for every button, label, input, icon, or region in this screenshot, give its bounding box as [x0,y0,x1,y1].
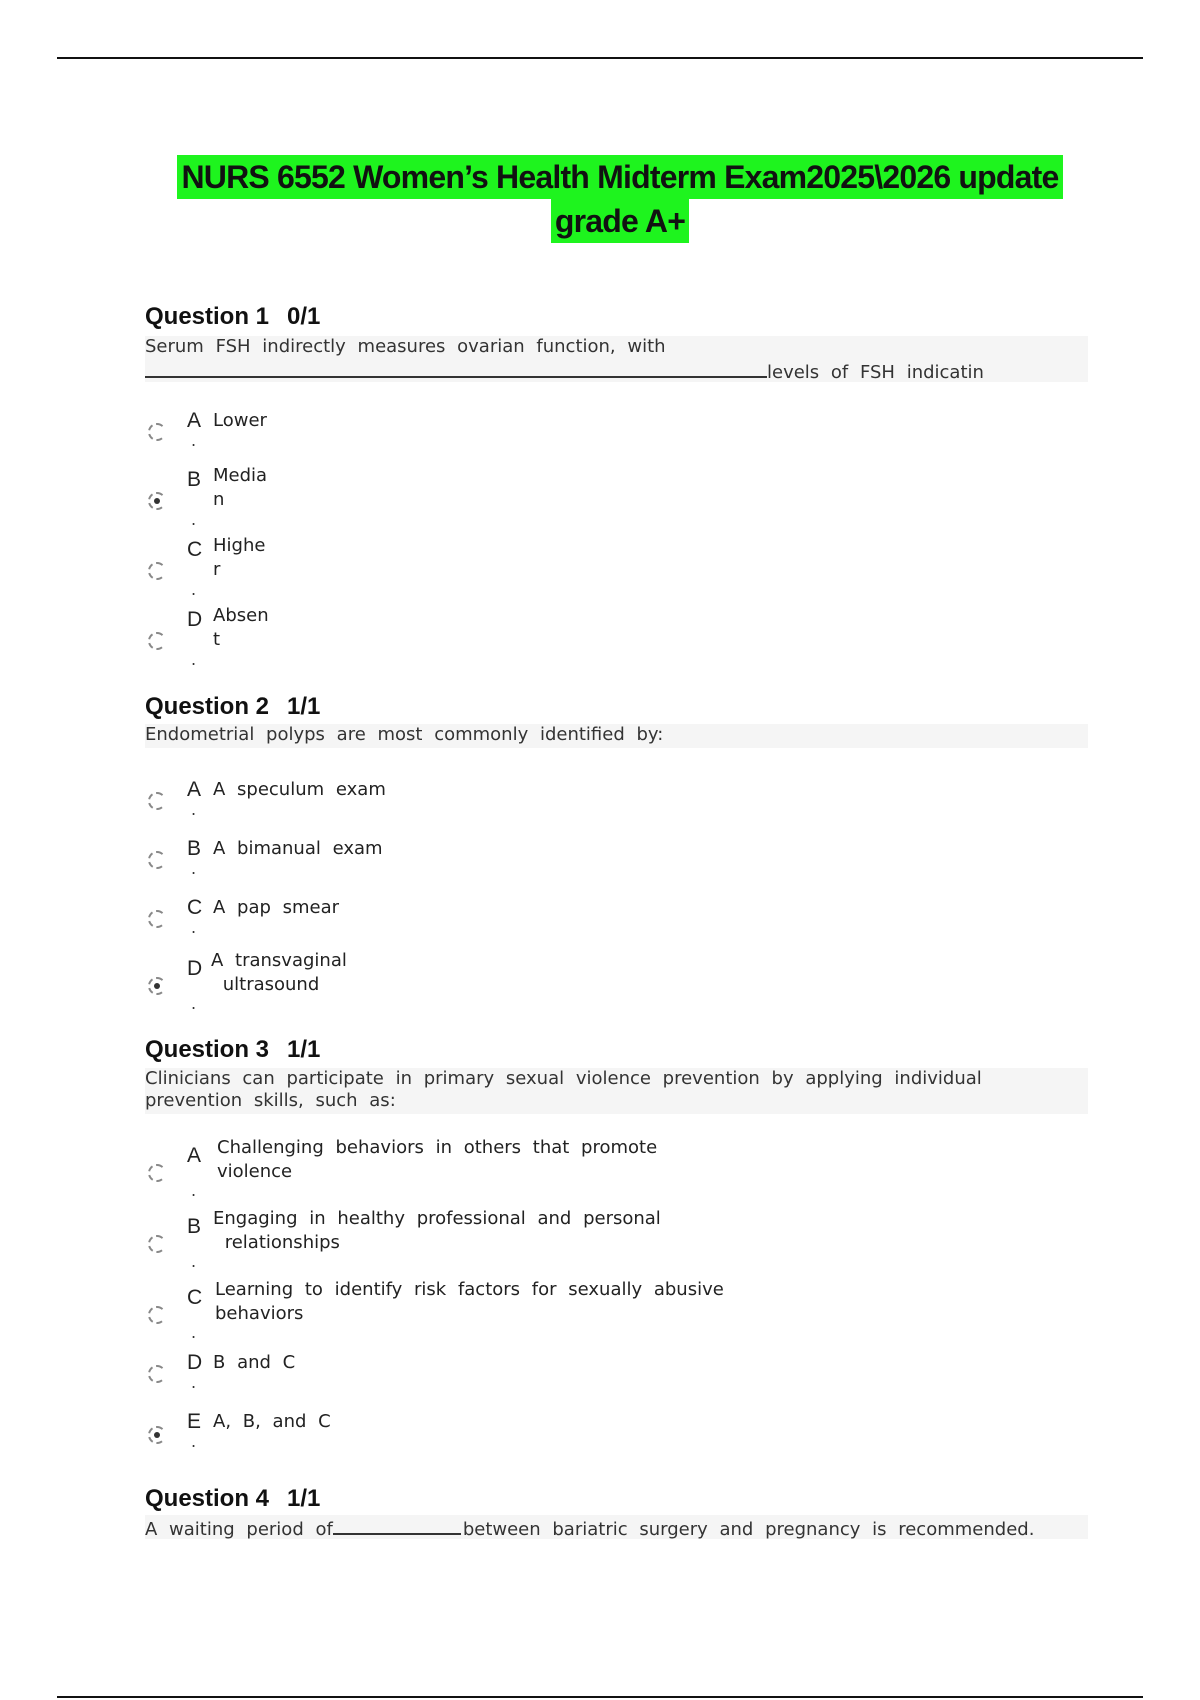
option-dot: . [191,1323,197,1342]
option-letter: C [187,538,203,561]
question-score: 1/1 [287,693,321,720]
option-text: A transvaginal ultrasound [211,950,347,995]
option-letter: D [187,608,203,631]
option-dot: . [191,1432,197,1451]
answer-blank [145,358,767,378]
option-text: Lower [213,410,267,431]
radio-button[interactable] [148,910,166,928]
option-text: A bimanual exam [213,838,383,859]
option-letter: A [187,409,202,432]
option-q3-b[interactable] [145,1207,1045,1271]
option-text: Learning to identify risk factors for sexually abusive behaviors [215,1279,724,1324]
radio-button[interactable] [148,851,166,869]
option-q2-d[interactable] [145,949,1045,1013]
option-text: B and C [213,1352,296,1373]
question-label: Question 2 [145,693,270,720]
radio-button[interactable] [148,792,166,810]
option-q2-c[interactable] [145,896,1045,946]
radio-button[interactable] [148,632,166,650]
question-text-after: between bariatric surgery and pregnancy is recommended. [462,1519,1035,1540]
option-text: A pap smear [213,897,340,918]
option-dot: . [191,800,197,819]
option-q3-d[interactable] [145,1351,1045,1401]
option-letter: C [187,1286,203,1309]
question-score: 1/1 [287,1485,321,1512]
radio-button-selected[interactable] [148,977,166,995]
option-dot: . [191,431,197,450]
option-dot: . [191,1181,197,1200]
option-letter: B [187,468,202,491]
option-dot: . [191,918,197,937]
option-letter: B [187,1215,202,1238]
question-text-after: levels of FSH indicatin [767,362,984,383]
option-text: Engaging in healthy professional and personal relationships [213,1208,661,1253]
question-score: 0/1 [287,303,321,330]
option-letter: D [187,957,203,980]
radio-button[interactable] [148,1365,166,1383]
option-text: A speculum exam [213,779,386,800]
option-text: Challenging behaviors in others that promote violence [217,1137,658,1182]
option-dot: . [191,650,197,669]
option-q1-d[interactable] [145,604,1045,669]
question-text-before: A waiting period of [145,1519,333,1540]
question-3-text: Clinicians can participate in primary sexual violence prevention by applying individual prevention skills, such as: [145,1068,1088,1114]
option-q1-a[interactable] [145,409,1045,459]
question-2-text: Endometrial polyps are most commonly identified by: [145,724,1088,748]
option-text: Media n [213,465,268,510]
option-dot: . [191,859,197,878]
option-q2-b[interactable] [145,837,1045,887]
question-2-heading [145,693,320,721]
question-4-heading [145,1485,320,1513]
option-dot: . [191,1373,197,1392]
radio-button[interactable] [148,1164,166,1182]
question-1-heading [145,303,320,331]
bottom-rule [57,1696,1143,1698]
option-text: A, B, and C [213,1411,331,1432]
answer-blank [333,1515,461,1535]
option-q2-a[interactable] [145,778,1045,828]
title-line-2: grade A+ [551,199,689,243]
radio-button-selected[interactable] [148,492,166,510]
radio-button[interactable] [148,1306,166,1324]
option-letter: A [187,778,202,801]
option-text: Absen t [213,605,269,650]
option-letter: E [187,1410,202,1433]
option-q3-e[interactable] [145,1410,1045,1460]
option-q1-b[interactable] [145,464,1045,529]
question-1-text [145,336,1088,382]
option-text: Highe r [213,535,266,580]
option-q3-a[interactable] [145,1136,1045,1200]
question-4-text [145,1515,1088,1539]
option-dot: . [191,580,197,599]
option-letter: C [187,896,203,919]
option-q3-c[interactable] [145,1278,1045,1342]
option-dot: . [191,510,197,529]
option-letter: D [187,1351,203,1374]
radio-button[interactable] [148,562,166,580]
title-line-1: NURS 6552 Women’s Health Midterm Exam2025\2026 update [177,155,1062,199]
question-label: Question 4 [145,1485,270,1512]
question-label: Question 3 [145,1036,270,1063]
question-score: 1/1 [287,1036,321,1063]
question-label: Question 1 [145,303,270,330]
question-text-before: Serum FSH indirectly measures ovarian function, with [145,336,666,357]
question-3-heading [145,1036,320,1064]
option-dot: . [191,994,197,1013]
radio-button-selected[interactable] [148,1426,166,1444]
radio-button[interactable] [148,423,166,441]
option-letter: B [187,837,202,860]
option-q1-c[interactable] [145,534,1045,599]
radio-button[interactable] [148,1235,166,1253]
option-letter: A [187,1144,202,1167]
document-title [140,155,1100,243]
option-dot: . [191,1252,197,1271]
top-rule [57,57,1143,59]
